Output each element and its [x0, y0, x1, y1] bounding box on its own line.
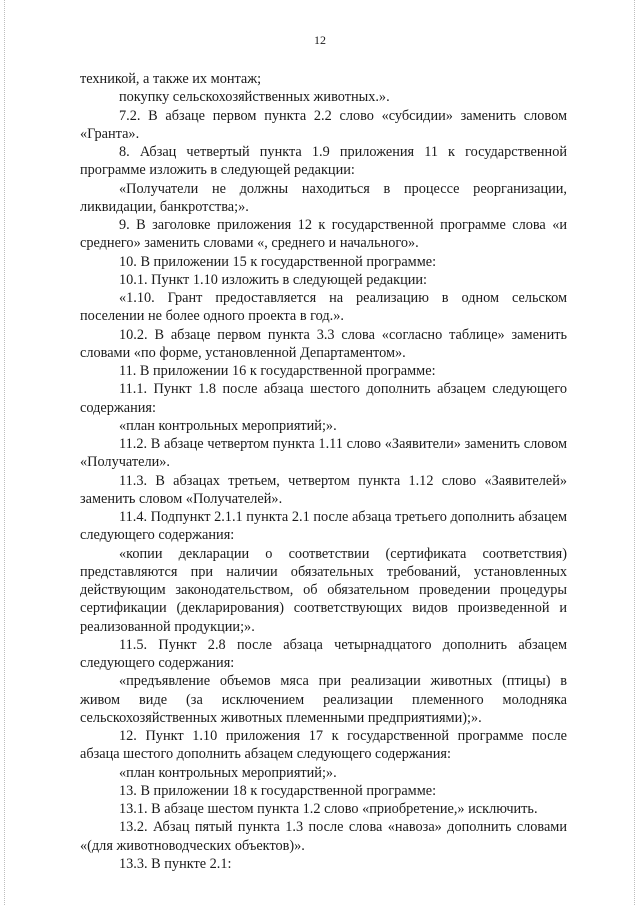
paragraph: 11.2. В абзаце четвертом пункта 1.11 слово «Заявители» заменить словом «Получатели». — [80, 436, 567, 471]
paragraph: 13.3. В пункте 2.1: — [119, 855, 232, 872]
paragraph: 11. В приложении 16 к государственной программе: — [119, 363, 436, 379]
paragraph: 8. Абзац четвертый пункта 1.9 приложения 11 к государственной программе изложить в следующей редакции: — [80, 144, 567, 179]
paragraph: «план контрольных мероприятий;». — [119, 764, 337, 781]
paragraph: «1.10. Грант предоставляется на реализацию в одном сельском поселении не более одного проекта в год.». — [80, 290, 567, 325]
page-number: 12 — [314, 33, 326, 47]
paragraph: 11.3. В абзацах третьем, четвертом пункта 1.12 слово «Заявителей» заменить словом «Получателей». — [80, 472, 567, 507]
scan-edge-right — [634, 0, 636, 905]
paragraph: 10.1. Пункт 1.10 изложить в следующей редакции: — [119, 271, 428, 288]
paragraph: покупку сельскохозяйственных животных.». — [119, 89, 390, 106]
paragraph: 10.2. В абзаце первом пункта 3.3 слова «согласно таблице» заменить словами «по форме, установленной Департаментом». — [80, 326, 567, 361]
paragraph: 10. В приложении 15 к государственной программе: — [119, 253, 437, 270]
paragraph: 11.1. Пункт 1.8 после абзаца шестого дополнить абзацем следующего содержания: — [80, 381, 567, 416]
document-body — [80, 70, 567, 873]
paragraph: «предъявление объемов мяса при реализации животных (птицы) в живом виде (за исключением реализации племенного молодняка сельскохозяйственных животных племенными предприятиями);». — [80, 673, 567, 726]
paragraph: 12. Пункт 1.10 приложения 17 к государственной программе после абзаца шестого дополнить абзацем следующего содержания: — [80, 728, 567, 763]
paragraph: 11.4. Подпункт 2.1.1 пункта 2.1 после абзаца третьего дополнить абзацем следующего содержания: — [80, 509, 567, 544]
scan-edge-left — [4, 0, 6, 905]
paragraph: «Получатели не должны находиться в процессе реорганизации, ликвидации, банкротства;». — [80, 180, 567, 215]
paragraph: «копии декларации о соответствии (сертификата соответствия) представляются при наличии обязательных требований, установленных действующим законодательством, об обязательном проведении процедуры сертификации (декларирования) соответствующих видов произведенной и реализованной продукции;». — [80, 545, 567, 635]
paragraph: «план контрольных мероприятий;». — [119, 417, 337, 434]
paragraph: 11.5. Пункт 2.8 после абзаца четырнадцатого дополнить абзацем следующего содержания: — [80, 636, 567, 671]
paragraph: 7.2. В абзаце первом пункта 2.2 слово «субсидии» заменить словом «Гранта». — [80, 107, 567, 142]
paragraph: 13.1. В абзаце шестом пункта 1.2 слово «приобретение,» исключить. — [119, 801, 538, 817]
paragraph: техникой, а также их монтаж; — [80, 71, 262, 87]
paragraph: 13.2. Абзац пятый пункта 1.3 после слова «навоза» дополнить словами «(для животноводческих объектов)». — [80, 819, 567, 854]
paragraph: 9. В заголовке приложения 12 к государственной программе слова «и среднего» заменить словами «, среднего и начального». — [80, 217, 567, 252]
paragraph: 13. В приложении 18 к государственной программе: — [119, 782, 437, 799]
